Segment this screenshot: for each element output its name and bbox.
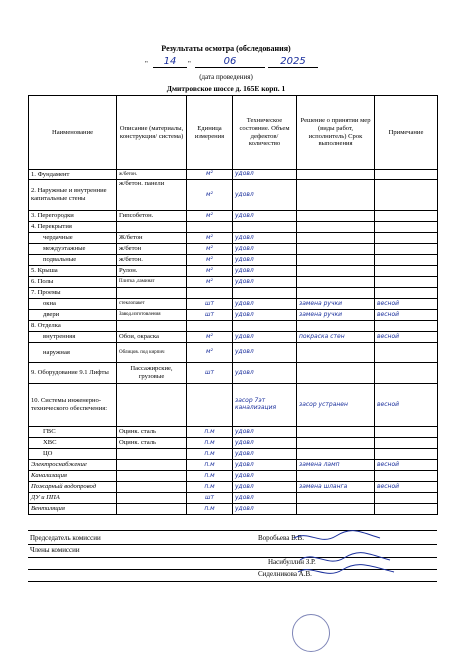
table-row <box>29 363 438 384</box>
chair-label: Председатель комиссии <box>30 534 101 542</box>
signature-scribbles <box>290 528 400 586</box>
row-name: двери <box>29 310 117 321</box>
date-month: 06 <box>195 56 265 68</box>
row-state: удовл <box>233 332 297 343</box>
row-note <box>375 170 438 180</box>
row-unit: м² <box>187 277 233 288</box>
table-row <box>29 170 438 180</box>
row-name: 3. Перегородки <box>29 211 117 222</box>
row-name: Канализация <box>29 471 117 482</box>
row-unit: шт <box>187 493 233 504</box>
row-state: удовл <box>233 427 297 438</box>
table-row <box>29 321 438 332</box>
date-caption: (дата проведения) <box>199 73 253 81</box>
table-row <box>29 288 438 299</box>
row-state: удовл <box>233 493 297 504</box>
row-decision <box>297 211 375 222</box>
row-name: 1. Фундамент <box>29 170 117 180</box>
members-label: Члены комиссии <box>30 546 80 554</box>
row-desc: ж/бетон <box>117 244 187 255</box>
row-name: Пожарный водопровод <box>29 482 117 493</box>
row-name: междуэтажные <box>29 244 117 255</box>
row-desc: Завод.изготовления <box>117 310 187 321</box>
row-state: удовл <box>233 277 297 288</box>
table-row <box>29 266 438 277</box>
table-row <box>29 180 438 211</box>
row-name: 5. Крыша <box>29 266 117 277</box>
address: Дмитровское шоссе д. 165Е корп. 1 <box>166 84 286 93</box>
row-note: весной <box>375 310 438 321</box>
row-unit: п.м <box>187 504 233 515</box>
table-row <box>29 211 438 222</box>
chair-name: Воробьева В.В. <box>258 534 304 542</box>
row-desc: Гипсобетон. <box>117 211 187 222</box>
inspection-table <box>28 95 438 515</box>
row-name: внутренняя <box>29 332 117 343</box>
row-state: удовл <box>233 363 297 384</box>
row-state: удовл <box>233 244 297 255</box>
row-name: ГВС <box>29 427 117 438</box>
row-desc: стеклопакет <box>117 299 187 310</box>
table-row <box>29 504 438 515</box>
row-decision: покраска стен <box>297 332 375 343</box>
table-row <box>29 299 438 310</box>
row-desc: Ж/бетон <box>117 233 187 244</box>
row-unit: шт <box>187 310 233 321</box>
table-row <box>29 222 438 233</box>
row-name: 6. Полы <box>29 277 117 288</box>
row-desc: Обои, окраска <box>117 332 187 343</box>
row-name: 9. Оборудование 9.1 Лифты <box>29 363 117 384</box>
row-state: удовл <box>233 310 297 321</box>
col-unit: Единица измерения <box>187 96 233 170</box>
row-unit: м² <box>187 266 233 277</box>
row-desc: Оцинк. сталь <box>117 427 187 438</box>
row-state: удовл <box>233 211 297 222</box>
row-note: весной <box>375 332 438 343</box>
row-state: удовл <box>233 299 297 310</box>
table-row <box>29 233 438 244</box>
row-name: чердачные <box>29 233 117 244</box>
table-row <box>29 427 438 438</box>
row-unit: п.м <box>187 449 233 460</box>
row-desc: ж/бетон. <box>117 255 187 266</box>
quote-open: " <box>145 60 148 68</box>
row-name: 8. Отделка <box>29 321 117 332</box>
row-note <box>375 180 438 211</box>
row-desc: Плитка ,ламинат <box>117 277 187 288</box>
row-name: 7. Проемы <box>29 288 117 299</box>
row-decision: замена шланга <box>297 482 375 493</box>
row-note: весной <box>375 482 438 493</box>
table-row <box>29 482 438 493</box>
row-unit: м² <box>187 332 233 343</box>
row-desc: Оцинк. сталь <box>117 438 187 449</box>
row-decision <box>297 170 375 180</box>
row-name: ЦО <box>29 449 117 460</box>
row-state: удовл <box>233 233 297 244</box>
row-state: удовл <box>233 255 297 266</box>
row-name: 10. Системы инженерно-технического обеспечения: <box>29 384 117 427</box>
member-2-name: Сиделникова А.В. <box>258 570 312 578</box>
row-unit: м² <box>187 244 233 255</box>
table-row <box>29 471 438 482</box>
col-note: Примечание <box>375 96 438 170</box>
row-decision: замена ручки <box>297 299 375 310</box>
row-decision: замена ручки <box>297 310 375 321</box>
row-name: ДУ и ППА <box>29 493 117 504</box>
row-state: удовл <box>233 343 297 363</box>
table-row <box>29 310 438 321</box>
row-state: удовл <box>233 180 297 211</box>
row-state: удовл <box>233 482 297 493</box>
row-unit: п.м <box>187 471 233 482</box>
row-desc: ж/бетон. <box>117 170 187 180</box>
document-title: Результаты осмотра (обследования) <box>161 44 291 53</box>
col-name: Наименование <box>29 96 117 170</box>
date-year: 2025 <box>268 56 318 68</box>
row-name: подвальные <box>29 255 117 266</box>
row-name: 2. Наружные и внутренние капитальные стены <box>29 180 117 211</box>
row-unit: м² <box>187 233 233 244</box>
row-state: удовл <box>233 471 297 482</box>
row-unit: п.м <box>187 438 233 449</box>
table-row <box>29 460 438 471</box>
row-decision: замена ламп <box>297 460 375 471</box>
row-unit: п.м <box>187 482 233 493</box>
row-desc: ж/бетон. панели <box>117 180 187 211</box>
member-1-name: Насибуллин З.Р. <box>268 558 316 566</box>
col-description: Описание (материалы, конструкция/ система) <box>117 96 187 170</box>
row-unit: м² <box>187 343 233 363</box>
row-name: Электроснабжение <box>29 460 117 471</box>
row-state: удовл <box>233 504 297 515</box>
row-name: 4. Перекрытия <box>29 222 117 233</box>
row-name: наружная <box>29 343 117 363</box>
row-state: удовл <box>233 170 297 180</box>
stamp-seal <box>292 614 330 652</box>
row-name: окна <box>29 299 117 310</box>
row-unit: шт <box>187 363 233 384</box>
row-note: весной <box>375 384 438 427</box>
row-unit: шт <box>187 299 233 310</box>
row-state: удовл <box>233 266 297 277</box>
table-row <box>29 343 438 363</box>
row-decision: засор устранен <box>297 384 375 427</box>
row-name: Вентиляция <box>29 504 117 515</box>
row-state: удовл <box>233 449 297 460</box>
row-unit: м² <box>187 211 233 222</box>
row-note: весной <box>375 460 438 471</box>
table-row <box>29 244 438 255</box>
table-row <box>29 332 438 343</box>
row-state: засор 7эт канализация <box>233 384 297 427</box>
table-row <box>29 449 438 460</box>
table-row <box>29 438 438 449</box>
table-row <box>29 277 438 288</box>
row-desc: Рулон. <box>117 266 187 277</box>
row-note <box>375 211 438 222</box>
row-state: удовл <box>233 438 297 449</box>
row-unit: м² <box>187 170 233 180</box>
row-decision <box>297 180 375 211</box>
date-day: 14 <box>153 56 187 68</box>
quote-close: " <box>188 60 191 68</box>
col-state: Техническое состояние. Объем дефектов/ количество <box>233 96 297 170</box>
table-row <box>29 384 438 427</box>
row-unit: п.м <box>187 427 233 438</box>
row-unit: п.м <box>187 460 233 471</box>
row-desc: Облицов. под кирпич <box>117 343 187 363</box>
row-name: ХВС <box>29 438 117 449</box>
table-row <box>29 493 438 504</box>
table-row <box>29 255 438 266</box>
table-header <box>29 96 438 170</box>
row-note: весной <box>375 299 438 310</box>
row-desc: Пассажирские, грузовые <box>117 363 187 384</box>
row-unit: м² <box>187 180 233 211</box>
col-decision: Решение о принятии мер (виды работ, исполнитель) Срок выполнения <box>297 96 375 170</box>
row-state: удовл <box>233 460 297 471</box>
row-unit: м² <box>187 255 233 266</box>
